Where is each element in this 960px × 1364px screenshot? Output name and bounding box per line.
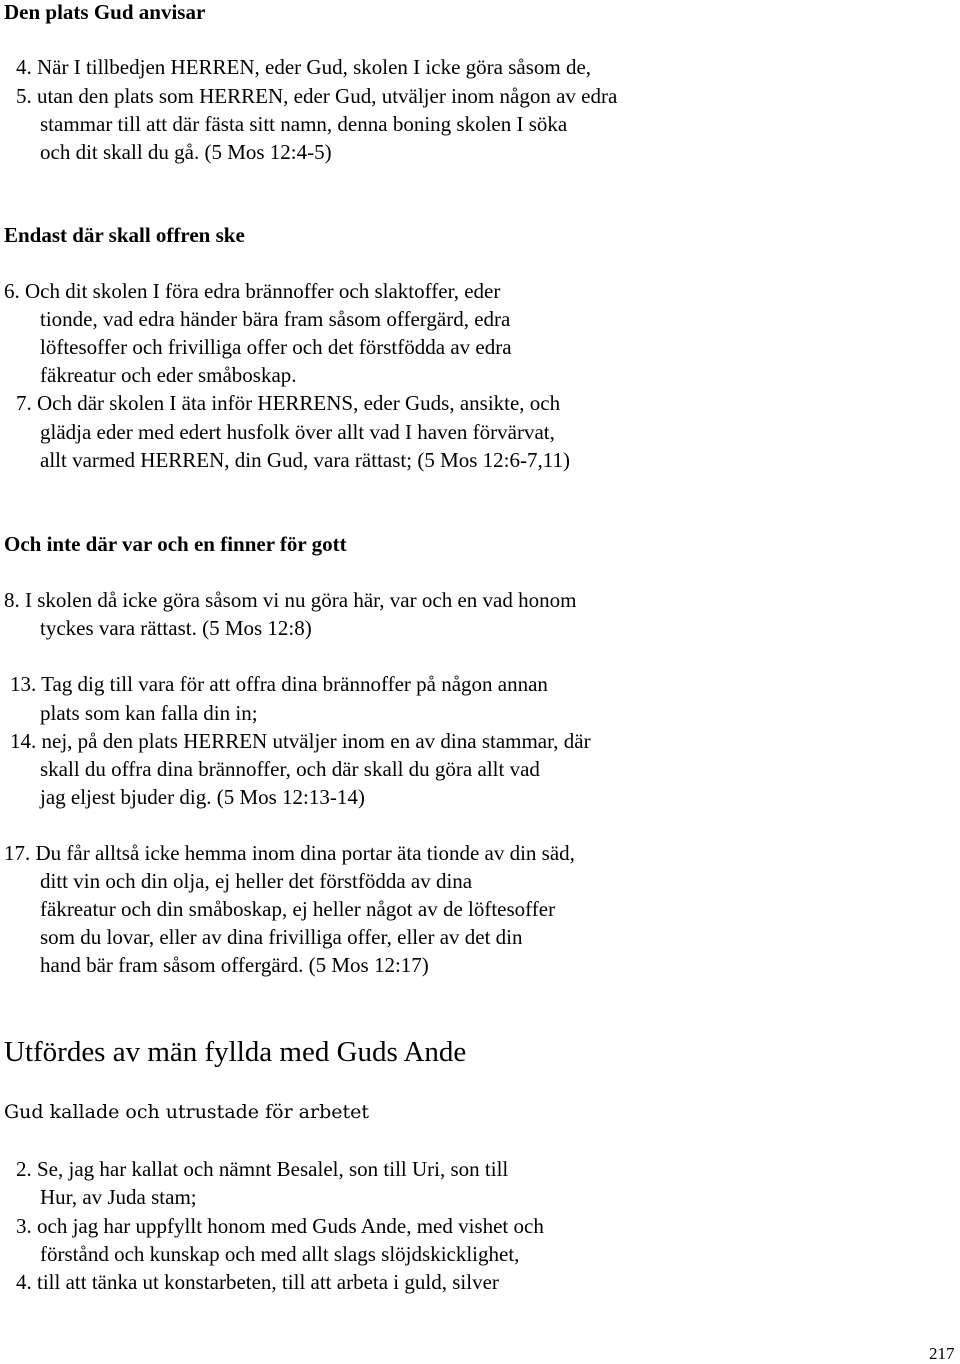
page-number: 217 <box>929 1344 955 1363</box>
verse-line: plats som kan falla din in; <box>40 701 258 725</box>
verse-line: jag eljest bjuder dig. (5 Mos 12:13-14) <box>40 785 365 809</box>
verse-line: hand bär fram såsom offergärd. (5 Mos 12:17) <box>40 953 429 977</box>
verse-line: som du lovar, eller av dina frivilliga offer, eller av det din <box>40 925 523 949</box>
verse-line: 6. Och dit skolen I föra edra brännoffer och slaktoffer, eder <box>4 279 501 303</box>
verse-line: löftesoffer och frivilliga offer och det förstfödda av edra <box>40 335 512 359</box>
verse-line: fäkreatur och din småboskap, ej heller något av de löftesoffer <box>40 897 556 921</box>
verse-line: ditt vin och din olja, ej heller det förstfödda av dina <box>40 869 473 893</box>
heading-utfordes: Utfördes av män fyllda med Guds Ande <box>4 1036 467 1068</box>
verse-line: 14. nej, på den plats HERREN utväljer inom en av dina stammar, där <box>10 729 591 753</box>
verse-line: glädja eder med edert husfolk över allt vad I haven förvärvat, <box>40 420 555 444</box>
verse-line: tionde, vad edra händer bära fram såsom offergärd, edra <box>40 307 511 331</box>
verse-line: 5. utan den plats som HERREN, eder Gud, utväljer inom någon av edra <box>16 84 618 108</box>
verse-line: 3. och jag har uppfyllt honom med Guds Ande, med vishet och <box>16 1214 544 1238</box>
verse-line: tyckes vara rättast. (5 Mos 12:8) <box>40 616 312 640</box>
heading-och-inte-dar: Och inte där var och en finner för gott <box>4 532 347 556</box>
verse-line: 8. I skolen då icke göra såsom vi nu göra här, var och en vad honom <box>4 588 577 612</box>
verse-line: Hur, av Juda stam; <box>40 1185 197 1209</box>
verse-line: 4. till att tänka ut konstarbeten, till att arbeta i guld, silver <box>16 1270 499 1294</box>
verse-line: stammar till att där fästa sitt namn, denna boning skolen I söka <box>40 112 568 136</box>
verse-line: 13. Tag dig till vara för att offra dina brännoffer på någon annan <box>10 672 548 696</box>
verse-line: skall du offra dina brännoffer, och där skall du göra allt vad <box>40 757 540 781</box>
verse-line: 17. Du får alltså icke hemma inom dina portar äta tionde av din säd, <box>4 841 575 865</box>
verse-line: allt varmed HERREN, din Gud, vara rättast; (5 Mos 12:6-7,11) <box>40 448 570 472</box>
verse-line: fäkreatur och eder småboskap. <box>40 363 297 387</box>
verse-line: och dit skall du gå. (5 Mos 12:4-5) <box>40 140 332 164</box>
verse-line: 2. Se, jag har kallat och nämnt Besalel, son till Uri, son till <box>16 1157 509 1181</box>
subheading-gud-kallade: Gud kallade och utrustade för arbetet <box>4 1101 370 1123</box>
verse-line: 7. Och där skolen I äta inför HERRENS, eder Guds, ansikte, och <box>16 391 561 415</box>
heading-den-plats: Den plats Gud anvisar <box>4 0 206 24</box>
verse-line: förstånd och kunskap och med allt slags slöjdskicklighet, <box>40 1242 520 1266</box>
verse-line: 4. När I tillbedjen HERREN, eder Gud, skolen I icke göra såsom de, <box>16 55 592 79</box>
heading-endast-dar: Endast där skall offren ske <box>4 223 245 247</box>
